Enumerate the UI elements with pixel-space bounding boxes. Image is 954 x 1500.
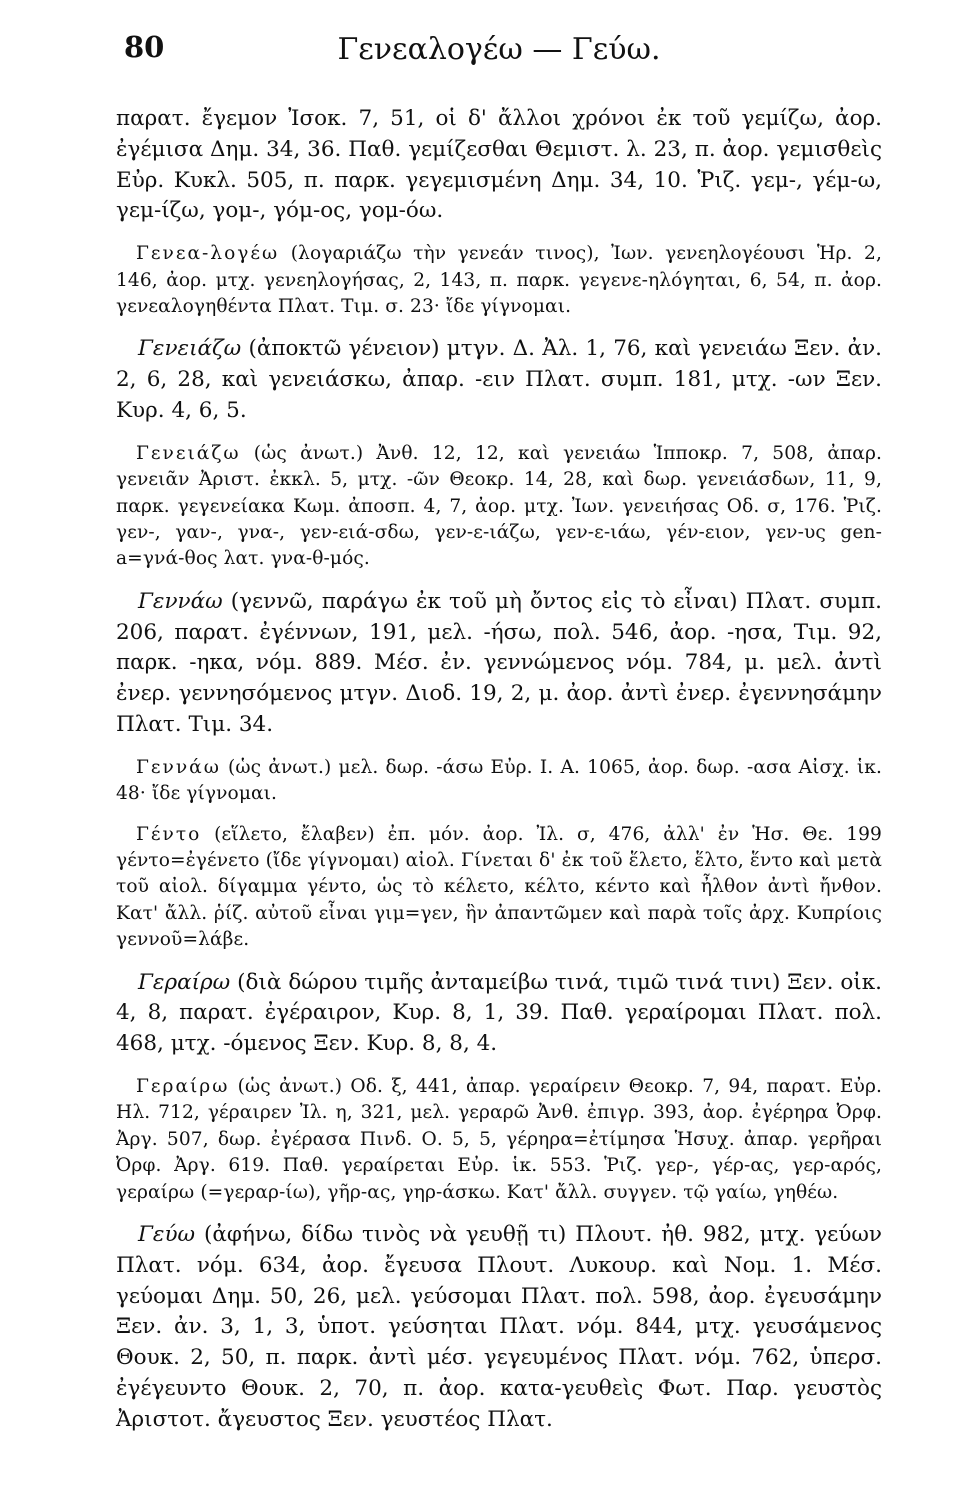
entry-geuo [116,1220,882,1436]
entry-text: (ἀποκτῶ γένειον) μτγν. Δ. Ἀλ. 1, 76, καὶ γενειάω Ξεν. ἀν. 2, 6, 28, καὶ γενειάσκω, ἀπαρ. -ειν Πλατ. συμπ. 181, μτχ. -ων Ξεν. Κυρ. 4, 6, 5. [116,336,882,423]
entry-geneiazo-poetry [116,441,882,573]
page-header [116,26,882,82]
entry-gerairo-prose [116,968,882,1060]
entry-headword: Γεννάω [138,588,223,614]
page-number: 80 [124,30,165,64]
entry-genealogeo [116,241,882,320]
entry-headword: Γενειάζω [136,442,241,464]
entry-gennao-prose [116,587,882,741]
entry-headword: Γεραίρω [138,969,231,995]
entry-text: (εἵλετο, ἔλαβεν) ἐπ. μόν. ἀορ. Ἰλ. σ, 476, ἀλλ' ἐν Ἡσ. Θε. 199 γέντο=ἐγένετο (ἴδε γίγνομαι) αἰολ. Γίνεται δ' ἐκ τοῦ ἕλετο, ἕλτο, ἕντο καὶ μετὰ τοῦ αἰολ. δίγαμμα γέντο, ὡς τὸ κέλετο, κέλτο, κέντο καὶ ἦλθον ἀντὶ ἤνθον. Κατ' ἄλλ. ῥίζ. αὐτοῦ εἶναι γιμ=γεν, ἣν ἀπαντῶμεν καὶ παρὰ τοῖς ἀρχ. Κυπρίοις γεννοῦ=λάβε. [116,823,882,951]
entry-gento [116,822,882,954]
entry-headword: Γεννάω [136,756,221,778]
entry-headword: Γενεα-λογέω [136,243,280,265]
entry-gennao-poetry [116,755,882,808]
entry-text: (ὡς ἀνωτ.) Ἀνθ. 12, 12, καὶ γενειάω Ἱπποκρ. 7, 508, ἀπαρ. γενειᾶν Ἀριστ. ἐκκλ. 5, μτχ. -ῶν Θεοκρ. 14, 28, καὶ δωρ. γενειάσδων, 11, 9, παρκ. γεγενείακα Κωμ. ἀποσπ. 4, 7, ἀορ. μτχ. Ἰων. γενειήσας Οδ. σ, 176. Ῥιζ. γεν-, γαν-, γνα-, γεν-ειά-σδω, γεν-ε-ιάζω, γεν-ε-ιάω, γέν-ειον, γεν-υς gen-a=γνά-θος λατ. γνα-θ-μός. [116,442,882,570]
entry-headword: Γέντο [136,823,202,845]
entry-text: (ἀφήνω, δίδω τινὸς νὰ γευθῇ τι) Πλουτ. ἠθ. 982, μτχ. γεύων Πλατ. νόμ. 634, ἀορ. ἔγευσα Πλουτ. Λυκουρ. καὶ Νομ. 1. Μέσ. γεύομαι Δημ. 50, 26, μελ. γεύσομαι Πλατ. πολ. 598, ἀορ. ἐγευσάμην Ξεν. ἀν. 3, 1, 3, ὑποτ. γεύσηται Πλατ. νόμ. 844, μτχ. γευσάμενος Θουκ. 2, 50, π. παρκ. ἀντὶ μέσ. γεγευμένος Πλατ. νόμ. 762, ὑπερσ. ἐγέγευντο Θουκ. 2, 70, π. ἀορ. κατα-γευθεὶς Φωτ. Παρ. γευστὸς Ἀριστοτ. ἄγευστος Ξεν. γευστέος Πλατ. [116,1222,882,1432]
entry-text: (διὰ δώρου τιμῆς ἀνταμείβω τινά, τιμῶ τινά τινι) Ξεν. οἰκ. 4, 8, παρατ. ἐγέραιρον, Κυρ. 8, 1, 39. Παθ. γεραίρομαι Πλατ. πολ. 468, μτχ. -όμενος Ξεν. Κυρ. 8, 8, 4. [116,969,882,1057]
entry-text: (ὡς ἀνωτ.) μελ. δωρ. -άσω Εὐρ. Ι. Α. 1065, ἀορ. δωρ. -ασα Αἰσχ. ἱκ. 48· ἴδε γίγνομαι. [116,756,882,805]
entry-gerairo-poetry [116,1074,882,1206]
entry-text: παρατ. ἔγεμον Ἰσοκ. 7, 51, οἱ δ' ἄλλοι χρόνοι ἐκ τοῦ γεμίζω, ἀορ. ἐγέμισα Δημ. 34, 36. Παθ. γεμίζεσθαι Θεμιστ. λ. 23, π. ἀορ. γεμισθεὶς Εὐρ. Κυκλ. 505, π. παρκ. γεγεμισμένη Δημ. 34, 10. Ῥιζ. γεμ-, γέμ-ω, γεμ-ίζω, γομ-, γόμ-ος, γομ-όω. [116,106,882,224]
entry-text: (λογαριάζω τὴν γενεάν τινος), Ἰων. γενεηλογέουσι Ἡρ. 2, 146, ἀορ. μτχ. γενεηλογήσας, 2, 143, π. παρκ. γεγενε-ηλόγηται, 6, 54, π. ἀορ. γενεαλογηθέντα Πλατ. Τιμ. σ. 23· ἴδε γίγνομαι. [116,243,882,317]
entry-continuation [116,104,882,227]
entry-text: (ὡς ἀνωτ.) Οδ. ξ, 441, ἀπαρ. γεραίρειν Θεοκρ. 7, 94, παρατ. Εὐρ. Ηλ. 712, γέραιρεν Ἰλ. η, 321, μελ. γεραρῶ Ἀνθ. ἐπιγρ. 393, ἀορ. ἐγέρηρα Ὀρφ. Ἀργ. 507, δωρ. ἐγέρασα Πινδ. Ο. 5, 5, γέρηρα=ἐτίμησα Ἡσυχ. ἀπαρ. γερῆραι Ὀρφ. Ἀργ. 619. Παθ. γεραίρεται Εὐρ. ἱκ. 553. Ῥιζ. γερ-, γέρ-ας, γερ-αρός, γεραίρω (=γεραρ-ίω), γῆρ-ας, γηρ-άσκω. Κατ' ἄλλ. συγγεν. τῷ γαίω, γηθέω. [116,1076,882,1203]
entry-text: (γεννῶ, παράγω ἐκ τοῦ μὴ ὄντος εἰς τὸ εἶναι) Πλατ. συμπ. 206, παρατ. ἐγέννων, 191, μελ. -ήσω, πολ. 546, ἀορ. -ησα, Τιμ. 92, παρκ. -ηκα, νόμ. 889. Μέσ. ἐν. γεννώμενος νόμ. 784, μ. μελ. ἀντὶ ἐνερ. γεννησόμενος μτγν. Διοδ. 19, 2, μ. ἀορ. ἀντὶ ἐνερ. ἐγεννησάμην Πλατ. Τιμ. 34. [116,588,882,738]
entry-headword: Γεραίρω [136,1076,230,1098]
entry-headword: Γεύω [138,1222,196,1248]
entry-headword: Γενειάζω [138,336,242,362]
running-head: Γενεαλογέω — Γεύω. [337,32,661,67]
entries [116,104,882,1436]
entry-geneiazo-prose [116,334,882,426]
